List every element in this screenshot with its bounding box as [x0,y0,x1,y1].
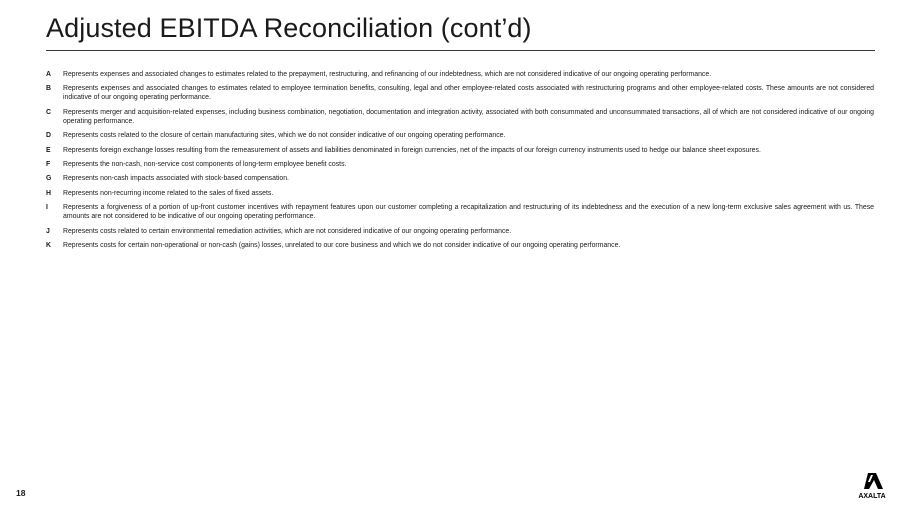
footnote-text: Represents non-cash impacts associated with stock-based compensation. [63,175,289,183]
footnote-e [46,146,874,155]
footnote-letter: F [46,160,51,168]
footnote-h [46,189,874,198]
footnote-letter: D [46,132,51,140]
footnote-text: Represents costs related to the closure of certain manufacturing sites, which we do not consider indicative of our ongoing operating performance. [63,132,506,140]
title-divider [46,50,875,51]
page-title: Adjusted EBITDA Reconciliation (cont’d) [46,13,532,43]
footnote-text: Represents costs for certain non-operational or non-cash (gains) losses, unrelated to our core business and which we do not consider indicative of our ongoing operating performance. [63,241,621,249]
footnote-text: Represents expenses and associated changes to estimates related to the prepayment, restructuring, and refinancing of our indebtedness, which are not considered indicative of our ongoing operating performance. [63,71,712,78]
footnote-text: Represents expenses and associated changes to estimates related to employee termination benefits, consulting, legal and other employee-related costs associated with restructuring programs and other employee-related costs. These amounts are not considered indicative of our ongoing operating performance. [63,85,874,102]
footnote-f [46,160,874,169]
footnote-g [46,174,874,183]
footnote-i [46,203,874,221]
footnote-c [46,108,874,126]
footnote-list [46,70,874,255]
footnote-a [46,70,874,79]
footnote-letter: I [46,204,48,212]
footnote-letter: A [46,71,51,78]
footnote-k [46,241,874,250]
logo-wordmark: AXALTA [858,493,886,500]
axalta-logo-icon [852,470,892,500]
footnote-letter: H [46,189,51,197]
footnote-letter: G [46,175,52,183]
footnote-text: Represents non-recurring income related to the sales of fixed assets. [63,189,274,197]
footnote-j [46,227,874,236]
footnote-d [46,131,874,140]
footnote-letter: K [46,241,51,249]
footnote-text: Represents a forgiveness of a portion of up-front customer incentives with repayment features upon our customer completing a recapitalization and restructuring of its indebtedness and the execution of a new long-term exclusive sales agreement with us. These amounts are not considered to be indicative of our ongoing operating performance. [63,204,874,221]
footnote-text: Represents the non-cash, non-service cost components of long-term employee benefit costs. [63,160,347,168]
footnote-letter: J [46,227,50,235]
footnote-letter: C [46,108,51,116]
footnote-letter: B [46,85,51,93]
footnote-b [46,84,874,102]
footnote-text: Represents merger and acquisition-related expenses, including business combination, negotiation, documentation and integration activity, associated with both consummated and unconsummated transactions, all of which are not considered indicative of our ongoing operating performance. [63,108,874,125]
footnote-letter: E [46,146,51,154]
footnote-text: Represents foreign exchange losses resulting from the remeasurement of assets and liabilities denominated in foreign currencies, net of the impacts of our foreign currency instruments used to hedge our balance sheet exposures. [63,146,761,154]
page-number: 18 [16,488,26,498]
footnote-text: Represents costs related to certain environmental remediation activities, which are not considered indicative of our ongoing operating performance. [63,227,512,235]
